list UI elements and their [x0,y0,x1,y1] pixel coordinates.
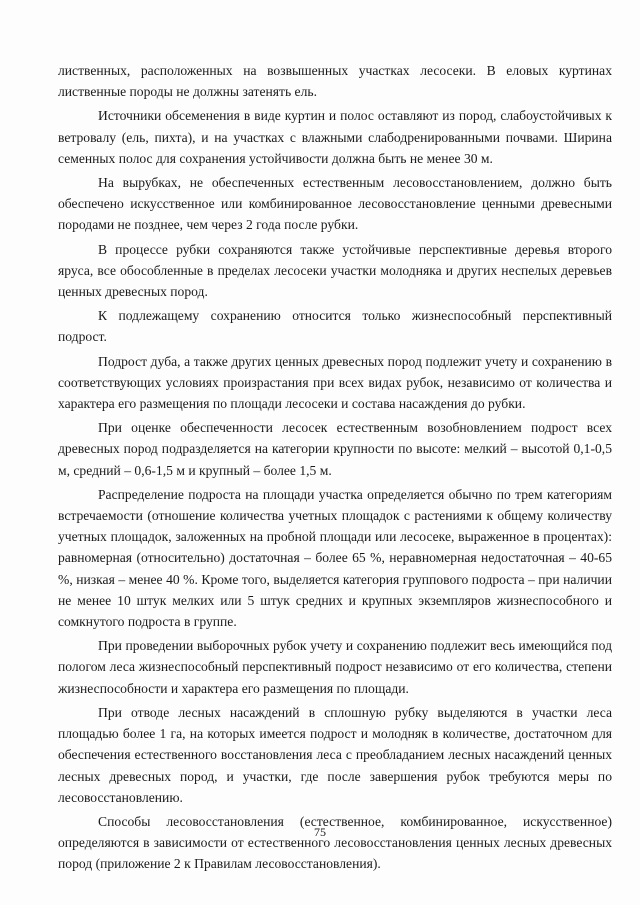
page-number: 75 [314,825,326,839]
body-text [58,60,612,878]
paragraph-size-categories: При оценке обеспеченности лесосек естественным возобновлением подрост всех древесных пород подразделяется на категории крупности по высоте: мелкий – высотой 0,1-0,5 м, средний – 0,6-1,5 м и крупный – более 1,5 м. [58,420,612,478]
paragraph-continuation: лиственных, расположенных на возвышенных участках лесосеки. В еловых куртинах лиственные породы не должны затенять ель. [58,63,612,100]
paragraph-viable-undergrowth: К подлежащему сохранению относится только жизнеспособный перспективный подрост. [58,308,612,345]
paragraph-reforestation-methods: Способы лесовосстановления (естественное, комбинированное, искусственное) определяются в зависимости от естественного лесовосстановления ценных лесных древесных пород (приложение 2 к Правилам лесовосстановления). [58,813,612,872]
paragraph-oak-undergrowth: Подрост дуба, а также других ценных древесных пород подлежит учету и сохранению в соответствующих условиях произрастания при всех видах рубок, независимо от количества и характера его размещения по площади лесосеки и состава насаждения до рубки. [58,353,612,412]
paragraph-second-tier: В процессе рубки сохраняются также устойчивые перспективные деревья второго яруса, все обособленные в пределах лесосеки участки молодняка и других неспелых деревьев ценных древесных пород. [58,241,612,300]
paragraph-clear-felling: При отводе лесных насаждений в сплошную рубку выделяются в участки леса площадью более 1 га, на которых имеется подрост и молодняк в количестве, достаточном для обеспечения естественного восстановления леса с преобладанием лесных насаждений ценных лесных древесных пород, и участки, где после завершения рубок требуются меры по лесовосстановлению. [58,704,612,805]
paragraph-clearings: На вырубках, не обеспеченных естественным лесовосстановлением, должно быть обеспечено искусственное или комбинированное лесовосстановление ценными древесными породами не позднее, чем через 2 года после рубки. [58,175,612,233]
paragraph-distribution: Распределение подроста на площади участка определяется обычно по трем категориям встречаемости (отношение количества учетных площадок с растениями к общему количеству учетных площадок, заложенных на пробной площади или лесосеке, выраженное в процентах): равномерная (относительно) достаточная – более 65 %, неравномерная недостаточная – 40-65 %, низкая – менее 40 %. Кроме того, выделяется категория группового подроста – при наличии не менее 10 штук мелких или 5 штук средних и крупных экземпляров жизнеспособного и сомкнутого подроста в группе. [58,486,612,630]
paragraph-selective-felling: При проведении выборочных рубок учету и сохранению подлежит весь имеющийся под пологом леса жизнеспособный перспективный подрост независимо от его количества, степени жизнеспособности и характера его размещения по площади. [58,638,612,696]
paragraph-seed-sources: Источники обсеменения в виде куртин и полос оставляют из пород, слабоустойчивых к ветровалу (ель, пихта), и на участках с влажными слабодренированными почвами. Ширина семенных полос для сохранения устойчивости должна быть не менее 30 м. [58,108,612,166]
